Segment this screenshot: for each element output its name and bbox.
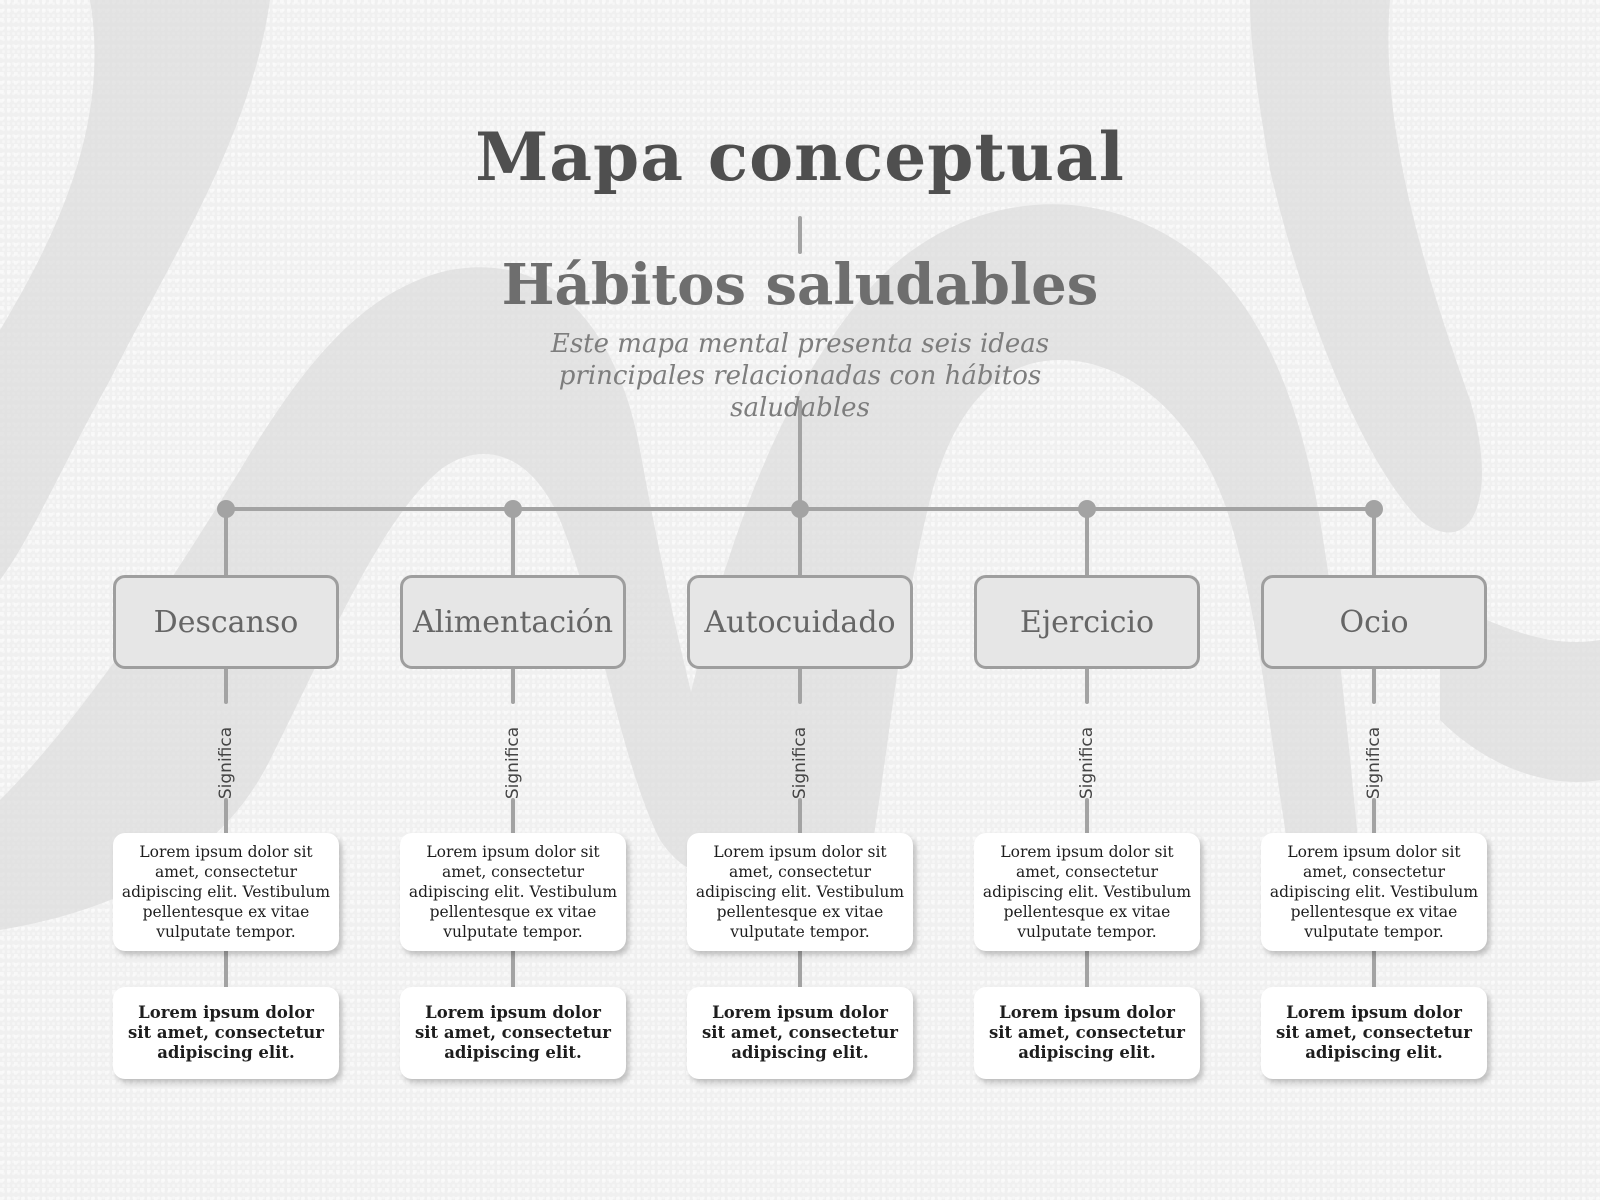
- branch-note-card: Lorem ipsum dolor sit amet, consectetur adipiscing elit.: [687, 987, 913, 1079]
- branch-node-descanso: Descanso: [113, 575, 339, 669]
- branch-node-ocio: Ocio: [1261, 575, 1487, 669]
- branch-description-card: Lorem ipsum dolor sit amet, consectetur adipiscing elit. Vestibulum pellentesque ex vitae vulputate tempor.: [974, 833, 1200, 951]
- branch-note-card: Lorem ipsum dolor sit amet, consectetur adipiscing elit.: [400, 987, 626, 1079]
- link-label: Significa: [790, 726, 810, 800]
- branch-note-card: Lorem ipsum dolor sit amet, consectetur adipiscing elit.: [1261, 987, 1487, 1079]
- central-topic-description: Este mapa mental presenta seis ideas principales relacionadas con hábitos saludables: [550, 329, 1050, 423]
- branch-description-card: Lorem ipsum dolor sit amet, consectetur adipiscing elit. Vestibulum pellentesque ex vitae vulputate tempor.: [400, 833, 626, 951]
- branch-note-card: Lorem ipsum dolor sit amet, consectetur adipiscing elit.: [113, 987, 339, 1079]
- branch-description-card: Lorem ipsum dolor sit amet, consectetur adipiscing elit. Vestibulum pellentesque ex vitae vulputate tempor.: [687, 833, 913, 951]
- node-to-label-lines: [226, 669, 1374, 702]
- branch-description-card: Lorem ipsum dolor sit amet, consectetur adipiscing elit. Vestibulum pellentesque ex vitae vulputate tempor.: [1261, 833, 1487, 951]
- central-topic: Hábitos saludables: [501, 252, 1099, 318]
- branch-node-ejercicio: Ejercicio: [974, 575, 1200, 669]
- page-title: Mapa conceptual: [475, 118, 1125, 196]
- branch-note-card: Lorem ipsum dolor sit amet, consectetur adipiscing elit.: [974, 987, 1200, 1079]
- link-label: Significa: [1077, 726, 1097, 800]
- link-label: Significa: [503, 726, 523, 800]
- label-to-card-lines: [226, 800, 1374, 833]
- card-to-note-lines: [226, 951, 1374, 987]
- branch-node-autocuidado: Autocuidado: [687, 575, 913, 669]
- branch-drop-lines: [226, 509, 1374, 575]
- branch-node-alimentacion: Alimentación: [400, 575, 626, 669]
- branch-description-card: Lorem ipsum dolor sit amet, consectetur adipiscing elit. Vestibulum pellentesque ex vitae vulputate tempor.: [113, 833, 339, 951]
- link-label: Significa: [216, 726, 236, 800]
- link-label: Significa: [1364, 726, 1384, 800]
